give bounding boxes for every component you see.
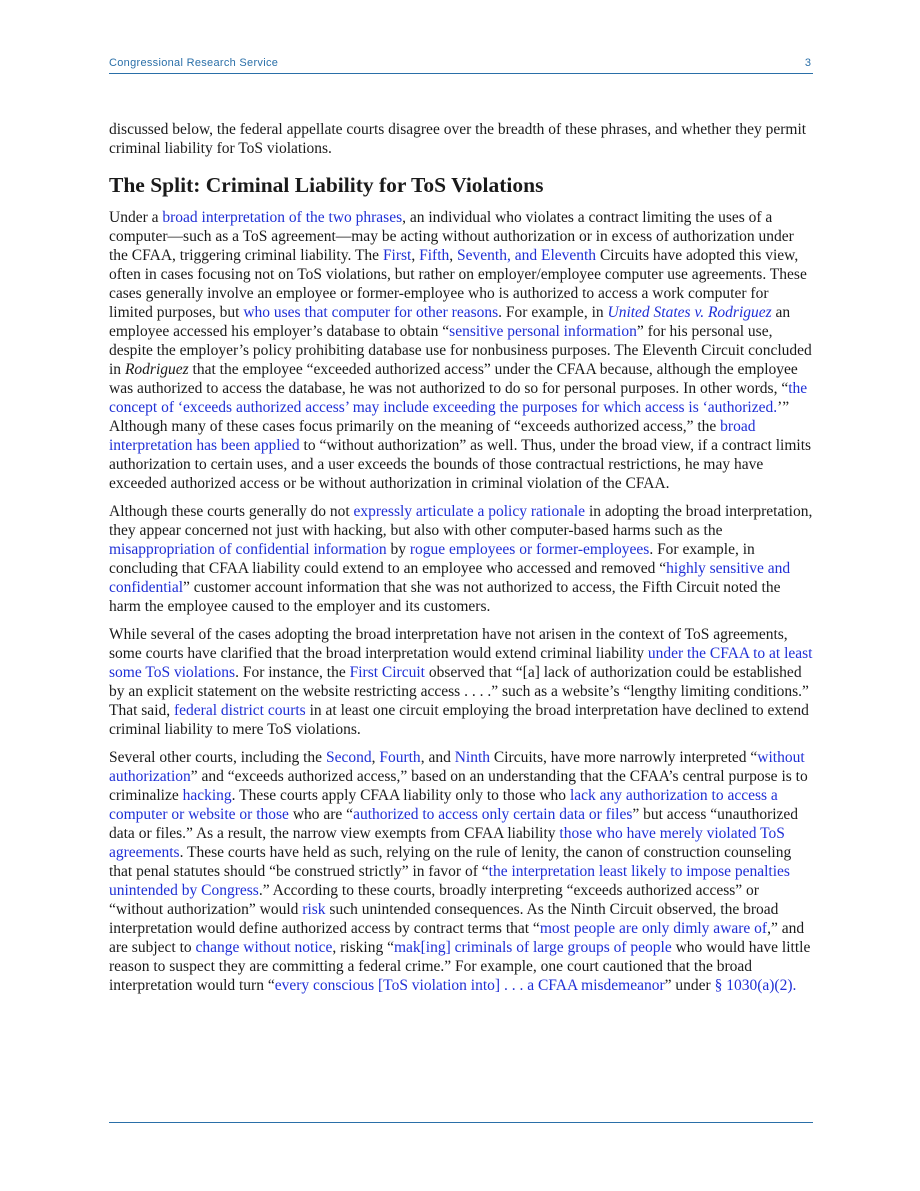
link-first-circuit[interactable]: First [382,247,412,264]
text: Although these courts generally do not [109,503,354,520]
text: . These courts apply CFAA liability only to those who [231,787,570,804]
link-sensitive-personal-information[interactable]: sensitive personal information [449,323,637,340]
text: ” but access “unauthorized data or files.” As a result, the narrow view exempts from CFAA liability [109,806,799,842]
link-change-without-notice[interactable]: change without notice [195,939,333,956]
link-fourth-circuit[interactable]: Fourth [379,749,421,766]
text: an employee accessed his employer’s database to obtain “ [109,304,791,340]
paragraph-policy-rationale [109,502,814,616]
link-hacking[interactable]: hacking [182,787,232,804]
document-body [109,120,814,1044]
text: to “without authorization” as well. Thus, under the broad view, if a contract limits authorization to certain uses, and a user exceeds the bounds of those contractual restrictions, he may have exceeded authorized access or be without authorization in criminal violation of the CFAA. [109,437,812,492]
link-fifth-circuit[interactable]: Fifth [419,247,450,264]
text: in at least one circuit employing the broad interpretation have declined to extend criminal liability to mere ToS violations. [109,702,809,738]
link-misappropriation[interactable]: misappropriation of confidential information [109,541,387,558]
footer-rule [109,1122,813,1123]
text: , [449,247,458,264]
text: , and [420,749,455,766]
text: ” and “exceeds authorized access,” based on an understanding that the CFAA’s central purpose is to criminalize [109,768,808,804]
text: . For instance, the [235,664,350,681]
link-lack-any-authorization[interactable]: lack any authorization to access a computer or website or those [109,787,778,823]
text: who would have little reason to suspect they are committing a federal crime.” For example, one court cautioned that the broad interpretation would turn “ [109,939,811,994]
text: Circuits, have more narrowly interpreted “ [490,749,758,766]
link-risk[interactable]: risk [302,901,326,918]
header-org-name: Congressional Research Service [109,57,279,69]
text: such unintended consequences. As the Ninth Circuit observed, the broad interpretation would define authorized access by contract terms that “ [109,901,779,937]
page-header [109,56,813,74]
text: that the employee “exceeded authorized access” under the CFAA because, although the employee was authorized to access the database, he was not authorized to do so for personal purposes. In other words, “ [109,361,798,397]
page-number: 3 [804,57,811,69]
link-certain-data-or-files[interactable]: authorized to access only certain data or files [353,806,633,823]
header-rule [109,73,813,74]
link-highly-sensitive[interactable]: highly sensitive and confidential [109,560,791,596]
link-some-tos-violations[interactable]: under the CFAA to at least some ToS violations [109,645,813,681]
link-statute-1030[interactable]: § 1030(a)(2). [714,977,797,994]
link-policy-rationale[interactable]: expressly articulate a policy rationale [353,503,586,520]
link-making-criminals[interactable]: mak[ing] criminals of large groups of people [393,939,672,956]
link-rodriguez-case[interactable] [608,304,772,321]
text: Several other courts, including the [109,749,326,766]
link-ninth-circuit[interactable]: Ninth [454,749,491,766]
link-cfaa-misdemeanor[interactable]: every conscious [ToS violation into] . . . a CFAA misdemeanor [274,977,665,994]
text: , [411,247,420,264]
text: discussed below, the federal appellate courts disagree over the breadth of these phrases, and whether they permit criminal liability for ToS violations. [109,121,807,157]
link-rogue-employees[interactable]: rogue employees or former-employees [409,541,650,558]
link-dimly-aware[interactable]: most people are only dimly aware of [539,920,768,937]
text: , an individual who violates a contract limiting the uses of a computer—such as a ToS agreement—may be acting without authorization or in excess of authorization under the CFAA, triggering criminal liability. The [109,209,794,264]
text: Circuits have adopted this view, often in cases focusing not on ToS violations, but rather on employer/employee computer use agreements. These cases generally involve an employee or former-employee who is authorized to access a work computer for limited purposes, but [109,247,807,321]
paragraph-continued [109,120,814,158]
text: ’” Although many of these cases focus primarily on the meaning of “exceeds authorized access,” the [109,399,790,435]
text: . These courts have held as such, relying on the rule of lenity, the canon of construction counseling that penal statutes should “be construed strictly” in favor of “ [109,844,792,880]
link-violated-tos[interactable]: those who have merely violated ToS agreements [109,825,785,861]
link-broad-interpretation[interactable]: broad interpretation of the two phrases [162,209,403,226]
section-heading: The Split: Criminal Liability for ToS Violations [109,173,544,197]
text: . For example, in [498,304,608,321]
case-name-italic: Rodriguez [124,361,189,378]
text: ,” and are subject to [109,920,805,956]
text: ” customer account information that she was not authorized to access, the Fifth Circuit noted the harm the employee caused to the employer and its customers. [109,579,781,615]
text: by [386,541,410,558]
text: ” for his personal use, despite the employer’s policy prohibiting database use for nonbusiness purposes. The Eleventh Circuit concluded in [109,323,812,378]
text: who are “ [288,806,354,823]
link-other-reasons[interactable]: who uses that computer for other reasons [243,304,499,321]
text: . For example, in concluding that CFAA liability could extend to an employee who accessed and removed “ [109,541,755,577]
link-broad-interpretation-applied[interactable]: broad interpretation has been applied [109,418,756,454]
link-district-courts[interactable]: federal district courts [174,702,306,719]
paragraph-narrow-interpretation [109,748,814,995]
link-least-likely-penalties[interactable]: the interpretation least likely to impose penalties unintended by Congress [109,863,790,899]
link-second-circuit[interactable]: Second [325,749,372,766]
paragraph-broad-interpretation [109,208,814,493]
text: Under a [109,209,163,226]
link-exceeds-authorized-access-quote[interactable]: the concept of ‘exceeds authorized access’ may include exceeding the purposes for which access is ‘authorized. [109,380,808,416]
link-first-circuit-case[interactable]: First Circuit [349,664,425,681]
case-name: United States v. Rodriguez [607,304,772,321]
text: .” According to these courts, broadly interpreting “exceeds authorized access” or “without authorization” would [109,882,759,918]
link-without-authorization[interactable]: without authorization [109,749,805,785]
text: , [371,749,380,766]
text: ” under [664,977,715,994]
text: While several of the cases adopting the broad interpretation have not arisen in the context of ToS agreements, some courts have clarified that the broad interpretation would extend criminal liability [109,626,788,662]
paragraph-tos-context [109,625,814,739]
text: in adopting the broad interpretation, they appear concerned not just with hacking, but also with other computer-based harms such as the [109,503,813,539]
text: observed that “[a] lack of authorization could be established by an explicit statement on the website restricting access . . . .” such as a website’s “lengthy limiting conditions.” That said, [109,664,809,719]
link-seventh-eleventh-circuits[interactable]: Seventh, and Eleventh [457,247,597,264]
text: , risking “ [332,939,394,956]
